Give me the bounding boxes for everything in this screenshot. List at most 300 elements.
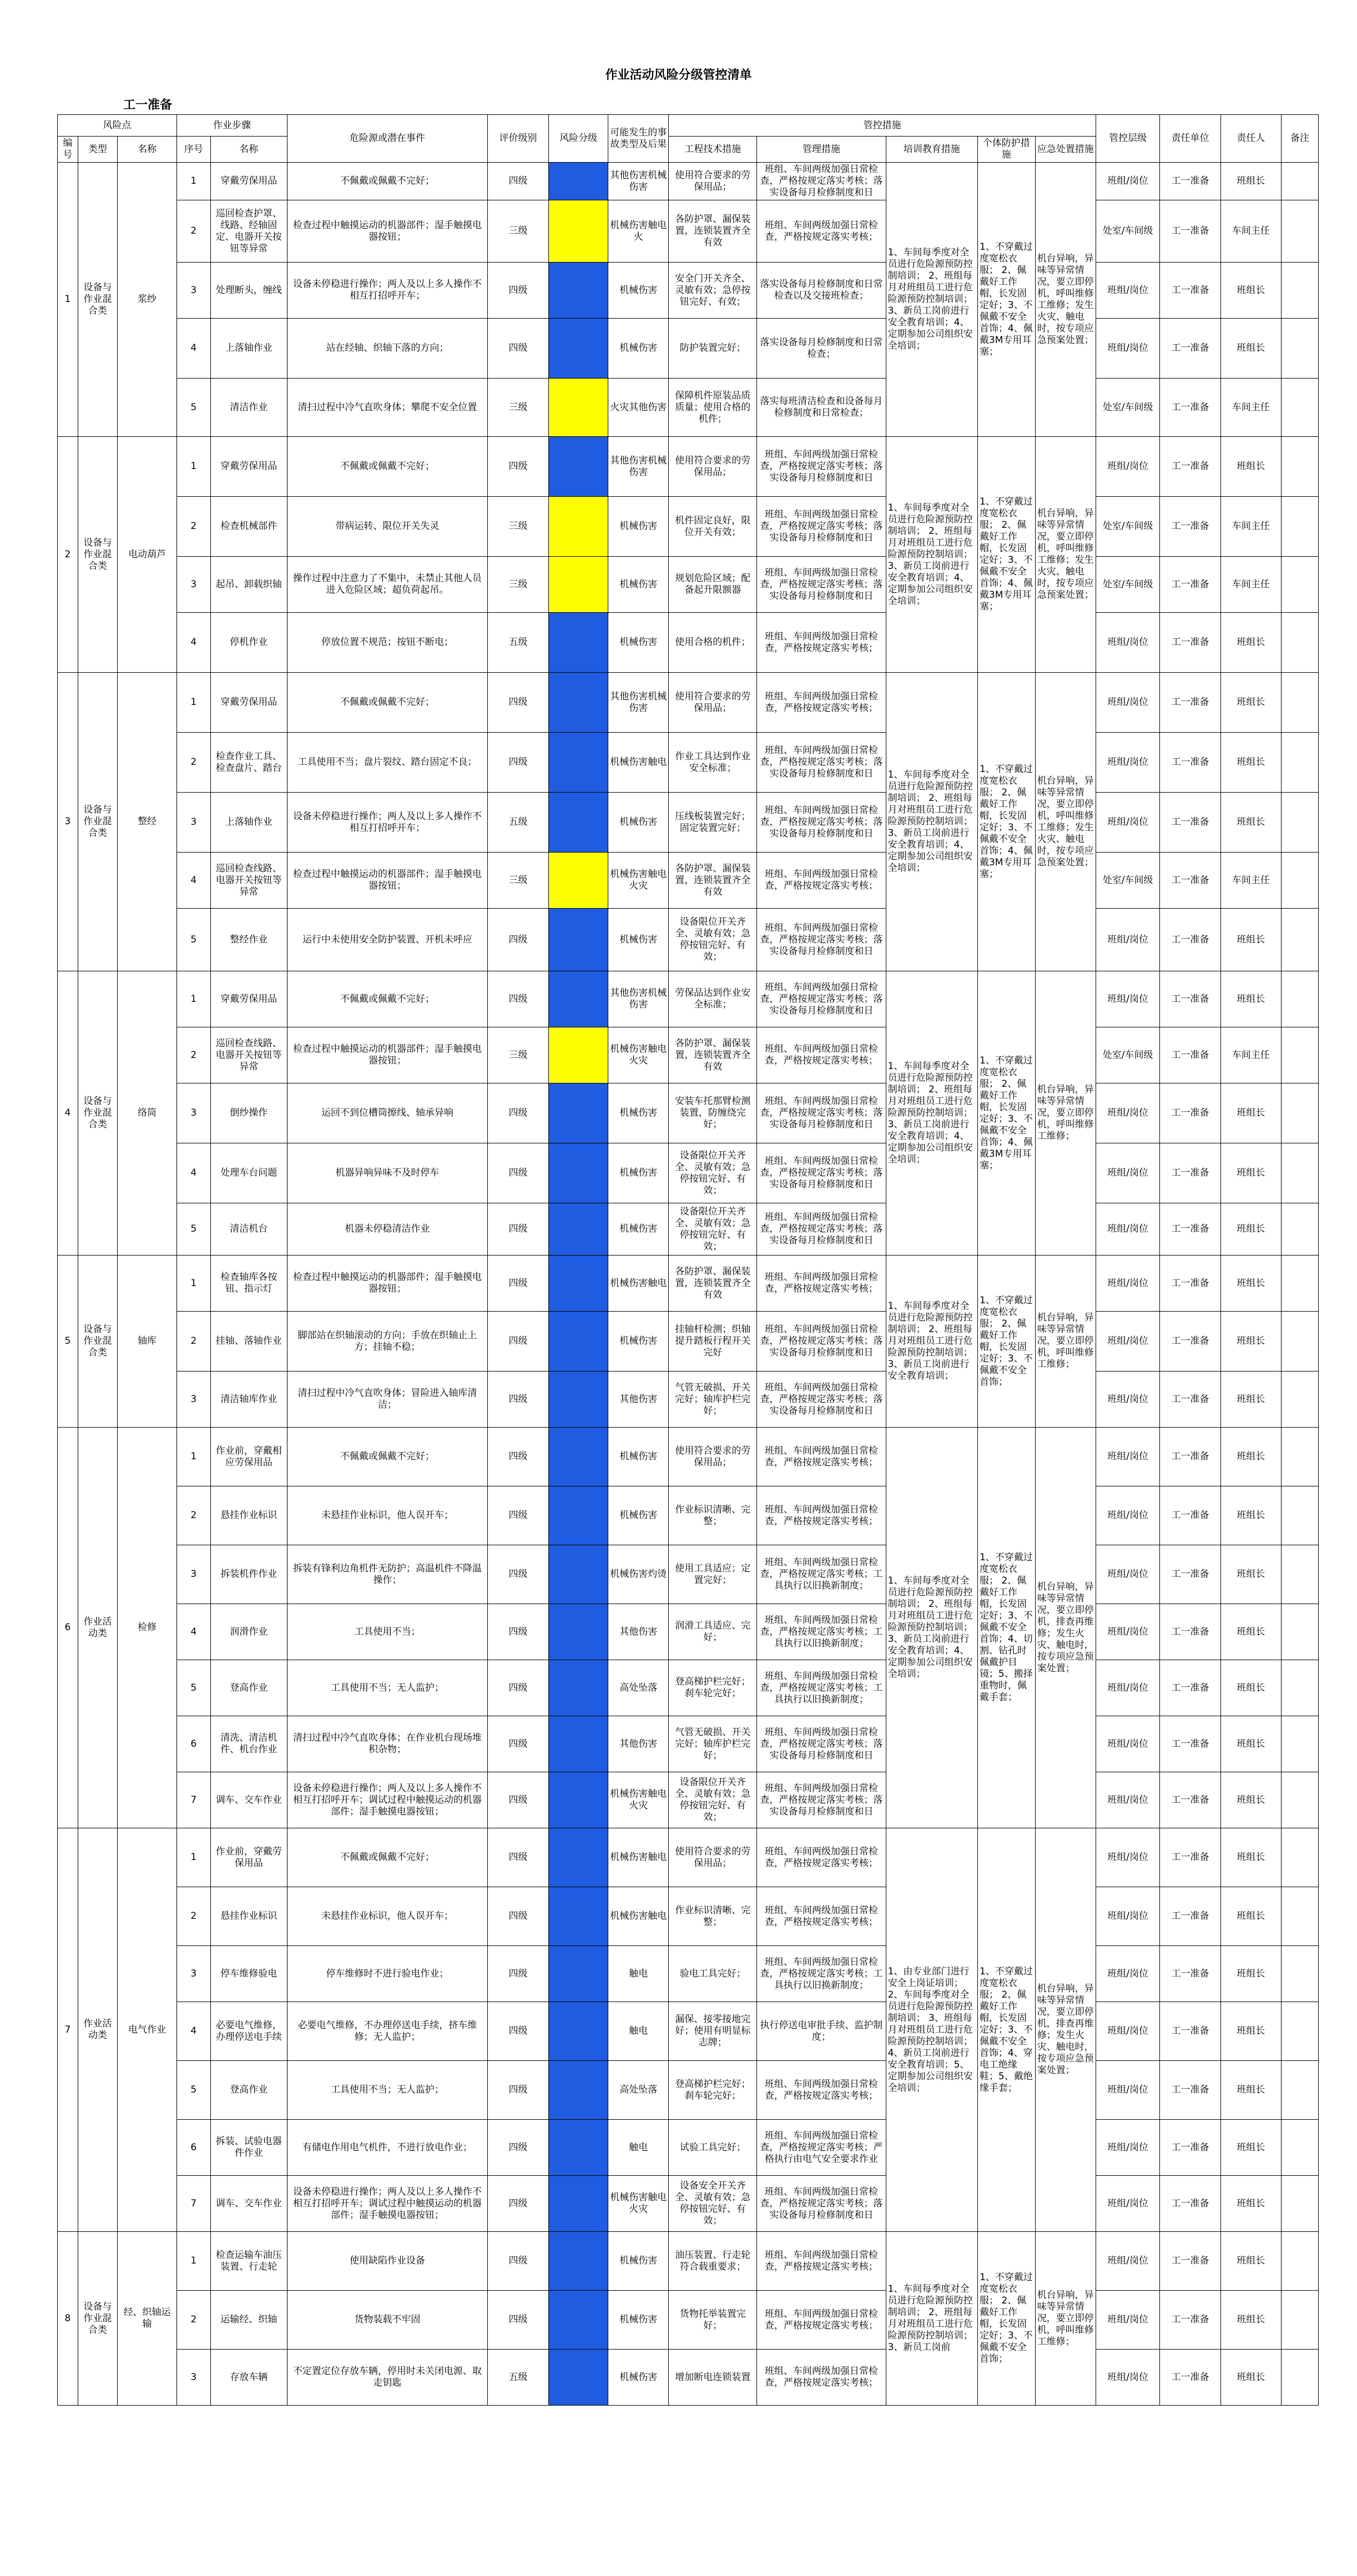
eng-measure: 试验工具完好； [669,2120,757,2176]
resp-person: 班组长 [1220,1312,1281,1372]
risk-level-swatch [549,2350,608,2406]
mgmt-measure: 班组、车间两级加强日常检查，严格按规定落实考核； [757,2061,886,2120]
group-type: 设备与作业混合类 [78,1256,117,1428]
risk-level-swatch [549,1716,608,1772]
risk-level-swatch [549,1604,608,1660]
accident-type: 机械伤害 [608,2350,669,2406]
risk-level-swatch [549,1312,608,1372]
eng-measure: 安装车托那臂检测装置，防缠绕完好； [669,1083,757,1143]
table-row [58,1312,1319,1372]
group-no: 5 [58,1256,78,1428]
resp-unit: 工一准备 [1160,497,1220,557]
risk-level-swatch [549,1256,608,1312]
accident-type: 机械伤害触电火灾 [608,1772,669,1828]
step-seq: 5 [177,909,211,971]
remark-cell [1281,1545,1318,1604]
mgmt-measure: 班组、车间两级加强日常检查，严格按规定落实考核；落实设备每月检修制度和日 [757,557,886,613]
accident-type: 机械伤害触电 [608,1887,669,1946]
ppe-measure: 1、不穿戴过度宽松衣服； 2、佩戴好工作帽，长发固定好；3、不佩戴不安全首饰；4、佩戴3M专用耳塞； [977,163,1035,437]
accident-type: 高处坠落 [608,2061,669,2120]
remark-cell [1281,200,1318,263]
resp-unit: 工一准备 [1160,1545,1220,1604]
step-name: 必要电气维修，办理停送电手续 [210,2002,287,2061]
control-layer: 班组/岗位 [1096,1828,1160,1887]
step-seq: 7 [177,1772,211,1828]
eng-measure: 油压装置、行走轮符合载重要求； [669,2232,757,2291]
remark-cell [1281,1716,1318,1772]
eval-level: 四级 [487,1946,548,2002]
table-row [58,1946,1319,2002]
step-name: 整经作业 [210,909,287,971]
table-row [58,673,1319,733]
accident-type: 其他伤害机械伤害 [608,163,669,200]
control-layer: 处室/车间级 [1096,497,1160,557]
train-measure: 1、由专业部门进行安全上岗证培训； 2、车间每季度对全员进行危险源预防控制培训； 3、班组每月对班组员工进行危险源预防控制培训； 4、新员工岗前进行安全教育培训；5、定期参加公司组织安全培训； [886,1828,977,2232]
control-layer: 班组/岗位 [1096,1716,1160,1772]
step-name: 拆装机件作业 [210,1545,287,1604]
remark-cell [1281,1203,1318,1256]
risk-level-swatch [549,1545,608,1604]
eng-measure: 作业标识清晰、完整； [669,1486,757,1545]
eval-level: 四级 [487,1828,548,1887]
resp-unit: 工一准备 [1160,437,1220,497]
resp-person: 车间主任 [1220,1027,1281,1083]
risk-level-swatch [549,200,608,263]
hazard-cell: 设备未停稳进行操作；两人及以上多人操作不相互打招呼开车；调试过程中触摸运动的机器部件；湿手触摸电器按钮； [287,1772,487,1828]
step-name: 穿戴劳保用品 [210,163,287,200]
remark-cell [1281,1660,1318,1716]
hazard-cell: 不佩戴或佩戴不完好； [287,971,487,1027]
step-seq: 3 [177,1372,211,1428]
eng-measure: 劳保品达到作业安全标准； [669,971,757,1027]
accident-type: 机械伤害触电 [608,1256,669,1312]
page-title: 作业活动风险分级管控清单 [605,68,752,82]
control-layer: 班组/岗位 [1096,437,1160,497]
hazard-cell: 未悬挂作业标识，他人误开车； [287,1887,487,1946]
hazard-cell: 拆装有锋利边角机件无防护；高温机件不降温操作； [287,1545,487,1604]
table-row [58,1027,1319,1083]
table-row [58,1143,1319,1203]
mgmt-measure: 班组、车间两级加强日常检查，严格按规定落实考核；落实设备每月检修制度和日 [757,1716,886,1772]
eval-level: 四级 [487,1887,548,1946]
emergency-measure: 机台异响，异味等异常情况，要立即停机，呼叫维修工维修；发生火灾、触电时，按专项应急预案处置； [1035,437,1096,673]
step-name: 处理断头，缠线 [210,263,287,319]
mgmt-measure: 班组、车间两级加强日常检查，严格按规定落实考核；工具执行以旧换新制度； [757,1660,886,1716]
eval-level: 四级 [487,2002,548,2061]
resp-unit: 工一准备 [1160,200,1220,263]
eval-level: 四级 [487,2120,548,2176]
table-row [58,1372,1319,1428]
group-type: 设备与作业混合类 [78,163,117,437]
accident-type: 机械伤害触电火灾 [608,1027,669,1083]
eng-measure: 安全门开关齐全、灵敏有效；急停按钮完好、有效； [669,263,757,319]
header-person: 责任人 [1220,115,1281,163]
eng-measure: 登高梯护栏完好；刹车轮完好； [669,2061,757,2120]
step-seq: 4 [177,613,211,673]
accident-type: 其他伤害 [608,1716,669,1772]
mgmt-measure: 班组、车间两级加强日常检查，严格按规定落实考核；落实设备每月检修制度和日 [757,733,886,793]
resp-unit: 工一准备 [1160,1486,1220,1545]
resp-person: 班组长 [1220,1828,1281,1887]
control-layer: 班组/岗位 [1096,319,1160,379]
resp-person: 班组长 [1220,263,1281,319]
accident-type: 机械伤害 [608,1486,669,1545]
eng-measure: 挂轴杆检测；织轴提升踏板行程开关完好 [669,1312,757,1372]
remark-cell [1281,793,1318,853]
step-seq: 5 [177,379,211,437]
control-layer: 班组/岗位 [1096,1143,1160,1203]
group-name: 检修 [118,1428,177,1828]
risk-level-swatch [549,1946,608,2002]
table-body [58,163,1319,2406]
risk-level-swatch [549,263,608,319]
step-seq: 3 [177,263,211,319]
header-type: 类型 [78,137,117,163]
step-seq: 4 [177,853,211,909]
eng-measure: 设备限位开关齐全、灵敏有效；急停按钮完好、有效； [669,1203,757,1256]
resp-person: 班组长 [1220,733,1281,793]
risk-level-swatch [549,2291,608,2350]
eval-level: 四级 [487,2291,548,2350]
hazard-cell: 检查过程中触摸运动的机器部件；湿手触摸电器按钮； [287,853,487,909]
mgmt-measure: 班组、车间两级加强日常检查，严格按规定落实考核；落实设备每月检修制度和日 [757,909,886,971]
emergency-measure: 机台异响，异味等异常情况，要立即停机，排查再维修；发生火灾、触电时，按专项应急预案处置； [1035,1428,1096,1828]
header-step-name: 名称 [210,137,287,163]
resp-unit: 工一准备 [1160,163,1220,200]
remark-cell [1281,1027,1318,1083]
header-layer: 管控层级 [1096,115,1160,163]
eng-measure: 验电工具完好； [669,1946,757,2002]
accident-type: 机械伤害 [608,613,669,673]
hazard-cell: 工具使用不当； [287,1604,487,1660]
table-row [58,1716,1319,1772]
remark-cell [1281,971,1318,1027]
eval-level: 四级 [487,909,548,971]
remark-cell [1281,497,1318,557]
risk-level-swatch [549,557,608,613]
control-layer: 班组/岗位 [1096,2176,1160,2232]
control-layer: 班组/岗位 [1096,263,1160,319]
mgmt-measure: 班组、车间两级加强日常检查，严格按规定落实考核； [757,2291,886,2350]
step-name: 巡回检查线路、电器开关按钮等异常 [210,1027,287,1083]
remark-cell [1281,733,1318,793]
accident-type: 其他伤害 [608,1604,669,1660]
header-seq: 序号 [177,137,211,163]
accident-type: 触电 [608,1946,669,2002]
resp-unit: 工一准备 [1160,2061,1220,2120]
step-name: 调车、交车作业 [210,1772,287,1828]
eval-level: 四级 [487,673,548,733]
control-layer: 班组/岗位 [1096,1660,1160,1716]
resp-unit: 工一准备 [1160,1203,1220,1256]
control-layer: 班组/岗位 [1096,1946,1160,2002]
step-name: 穿戴劳保用品 [210,437,287,497]
control-layer: 处室/车间级 [1096,557,1160,613]
table-row [58,2120,1319,2176]
risk-level-swatch [549,319,608,379]
eval-level: 三级 [487,200,548,263]
eng-measure: 各防护罩、漏保装置，连锁装置齐全有效 [669,200,757,263]
group-no: 4 [58,971,78,1256]
risk-level-swatch [549,613,608,673]
hazard-cell: 检查过程中触摸运动的机器部件；湿手触摸电器按钮； [287,1027,487,1083]
header-eng: 工程技术措施 [669,137,757,163]
resp-unit: 工一准备 [1160,1772,1220,1828]
resp-person: 车间主任 [1220,557,1281,613]
accident-type: 机械伤害 [608,793,669,853]
eng-measure: 防护装置完好； [669,319,757,379]
step-name: 上落轴作业 [210,793,287,853]
resp-unit: 工一准备 [1160,673,1220,733]
ppe-measure: 1、不穿戴过度宽松衣服； 2、佩戴好工作帽，长发固定好；3、不佩戴不安全首饰；4、佩戴3M专用耳塞； [977,437,1035,673]
step-name: 运输经、织轴 [210,2291,287,2350]
table-row [58,2350,1319,2406]
eng-measure: 各防护罩、漏保装置，连锁装置齐全有效 [669,1027,757,1083]
remark-cell [1281,1428,1318,1486]
eng-measure: 使用符合要求的劳保用品； [669,1828,757,1887]
resp-unit: 工一准备 [1160,2176,1220,2232]
resp-person: 班组长 [1220,2002,1281,2061]
resp-person: 班组长 [1220,1946,1281,2002]
control-layer: 处室/车间级 [1096,200,1160,263]
risk-level-swatch [549,853,608,909]
hazard-cell: 检查过程中触摸运动的机器部件；湿手触摸电器按钮； [287,200,487,263]
risk-level-swatch [549,1486,608,1545]
hazard-cell: 停放位置不规范；按钮不断电； [287,613,487,673]
header-ppe: 个体防护措施 [977,137,1035,163]
mgmt-measure: 班组、车间两级加强日常检查，严格按规定落实考核；工具执行以旧换新制度； [757,1946,886,2002]
mgmt-measure: 班组、车间两级加强日常检查，严格按规定落实考核； [757,2232,886,2291]
mgmt-measure: 班组、车间两级加强日常检查，严格按规定落实考核；工具执行以旧换新制度； [757,1545,886,1604]
group-name: 轴库 [118,1256,177,1428]
resp-unit: 工一准备 [1160,557,1220,613]
remark-cell [1281,1887,1318,1946]
hazard-cell: 站在经轴、织轴下落的方向； [287,319,487,379]
step-name: 检查轴库各按钮、指示灯 [210,1256,287,1312]
ppe-measure: 1、不穿戴过度宽松衣服； 2、佩戴好工作帽，长发固定好；3、不佩戴不安全首饰；4、穿电工绝缘鞋；5、戴绝缘手套； [977,1828,1035,2232]
resp-unit: 工一准备 [1160,793,1220,853]
mgmt-measure: 班组、车间两级加强日常检查，严格按规定落实考核； [757,613,886,673]
ppe-measure: 1、不穿戴过度宽松衣服； 2、佩戴好工作帽，长发固定好；3、不佩戴不安全首饰；4、佩戴3M专用耳塞； [977,971,1035,1256]
step-name: 登高作业 [210,1660,287,1716]
eng-measure: 使用合格的机件； [669,613,757,673]
eval-level: 四级 [487,1772,548,1828]
resp-unit: 工一准备 [1160,2350,1220,2406]
emergency-measure: 机台异响，异味等异常情况，要立即停机，呼叫维修工维修； [1035,2232,1096,2406]
eval-level: 四级 [487,1604,548,1660]
resp-unit: 工一准备 [1160,263,1220,319]
remark-cell [1281,1946,1318,2002]
header-remark: 备注 [1281,115,1318,163]
mgmt-measure: 班组、车间两级加强日常检查，严格按规定落实考核；落实设备每月检修制度和日 [757,1143,886,1203]
resp-unit: 工一准备 [1160,2232,1220,2291]
resp-person: 班组长 [1220,1143,1281,1203]
risk-level-swatch [549,971,608,1027]
accident-type: 高处坠落 [608,1660,669,1716]
risk-level-swatch [549,2061,608,2120]
ppe-measure: 1、不穿戴过度宽松衣服； 2、佩戴好工作帽，长发固定好；3、不佩戴不安全首饰； [977,2232,1035,2406]
control-layer: 班组/岗位 [1096,1372,1160,1428]
step-name: 存放车辆 [210,2350,287,2406]
control-layer: 班组/岗位 [1096,2232,1160,2291]
mgmt-measure: 班组、车间两级加强日常检查，严格按规定落实考核； [757,1256,886,1312]
resp-person: 班组长 [1220,1604,1281,1660]
resp-unit: 工一准备 [1160,853,1220,909]
resp-person: 班组长 [1220,1372,1281,1428]
accident-type: 机械伤害 [608,557,669,613]
remark-cell [1281,319,1318,379]
mgmt-measure: 班组、车间两级加强日常检查，严格按规定落实考核；落实设备每月检修制度和日 [757,1083,886,1143]
control-layer: 班组/岗位 [1096,971,1160,1027]
eval-level: 四级 [487,2176,548,2232]
control-layer: 班组/岗位 [1096,1486,1160,1545]
table-row [58,2002,1319,2061]
resp-person: 车间主任 [1220,379,1281,437]
step-name: 穿戴劳保用品 [210,971,287,1027]
table-row [58,1256,1319,1312]
header-train: 培训教育措施 [886,137,977,163]
group-name: 浆纱 [118,163,177,437]
header-level: 风险分级 [549,115,608,163]
accident-type: 机械伤害 [608,1083,669,1143]
risk-table [57,114,1319,2406]
step-name: 巡回检查护罩、线路、经轴固定、电器开关按钮等异常 [210,200,287,263]
step-name: 清洁作业 [210,379,287,437]
control-layer: 班组/岗位 [1096,673,1160,733]
step-name: 清洁机台 [210,1203,287,1256]
resp-unit: 工一准备 [1160,1027,1220,1083]
eval-level: 三级 [487,497,548,557]
eval-level: 四级 [487,1256,548,1312]
control-layer: 班组/岗位 [1096,163,1160,200]
resp-unit: 工一准备 [1160,2120,1220,2176]
step-seq: 2 [177,497,211,557]
eval-level: 四级 [487,1716,548,1772]
table-row [58,200,1319,263]
table-row [58,1486,1319,1545]
ppe-measure: 1、不穿戴过度宽松衣服； 2、佩戴好工作帽，长发固定好；3、不佩戴不安全首饰；4、佩戴3M专用耳塞； [977,673,1035,971]
step-seq: 1 [177,437,211,497]
remark-cell [1281,1828,1318,1887]
step-name: 起吊、卸载织轴 [210,557,287,613]
mgmt-measure: 班组、车间两级加强日常检查，严格按规定落实考核；落实设备每月检修制度和日 [757,793,886,853]
step-name: 检查作业工具、检查盘片、踏台 [210,733,287,793]
hazard-cell: 必要电气维修，不办理停送电手续，挤车维修；无人监护； [287,2002,487,2061]
mgmt-measure: 执行停送电审批手续、监护制度； [757,2002,886,2061]
group-no: 1 [58,163,78,437]
eng-measure: 使用符合要求的劳保用品； [669,163,757,200]
control-layer: 处室/车间级 [1096,379,1160,437]
risk-level-swatch [549,1772,608,1828]
step-seq: 4 [177,319,211,379]
eval-level: 三级 [487,379,548,437]
resp-unit: 工一准备 [1160,1828,1220,1887]
step-seq: 6 [177,2120,211,2176]
eng-measure: 保障机件原装品质质量；使用合格的机件； [669,379,757,437]
hazard-cell: 脚部站在织轴滚动的方向；手放在织轴止上方；挂轴不稳； [287,1312,487,1372]
step-name: 上落轴作业 [210,319,287,379]
eng-measure: 气管无破损、开关完好；轴库护栏完好； [669,1716,757,1772]
accident-type: 机械伤害灼烫 [608,1545,669,1604]
control-layer: 班组/岗位 [1096,1604,1160,1660]
group-name: 电气作业 [118,1828,177,2232]
control-layer: 班组/岗位 [1096,909,1160,971]
step-name: 处理车台问题 [210,1143,287,1203]
resp-person: 班组长 [1220,1256,1281,1312]
emergency-measure: 机台异响，异味等异常情况，要立即停机，呼叫维修工维修；发生火灾、触电时，按专项应急预案处置； [1035,163,1096,437]
eval-level: 四级 [487,1428,548,1486]
step-seq: 2 [177,1486,211,1545]
table-row [58,2061,1319,2120]
mgmt-measure: 班组、车间两级加强日常检查，严格按规定落实考核；落实设备每月检修制度和日 [757,1372,886,1428]
control-layer: 处室/车间级 [1096,853,1160,909]
eval-level: 四级 [487,1312,548,1372]
control-layer: 班组/岗位 [1096,2350,1160,2406]
risk-level-swatch [549,673,608,733]
step-seq: 1 [177,1256,211,1312]
accident-type: 机械伤害触电 [608,1828,669,1887]
header-emer: 应急处置措施 [1035,137,1096,163]
hazard-cell: 操作过程中注意力了不集中，未禁止其他人员进入危险区域；超负荷起吊。 [287,557,487,613]
eval-level: 四级 [487,733,548,793]
step-name: 拆装、试验电器件作业 [210,2120,287,2176]
resp-unit: 工一准备 [1160,1312,1220,1372]
table-row [58,319,1319,379]
eval-level: 三级 [487,1027,548,1083]
resp-unit: 工一准备 [1160,909,1220,971]
remark-cell [1281,613,1318,673]
resp-person: 班组长 [1220,1545,1281,1604]
accident-type: 机械伤害 [608,1143,669,1203]
eng-measure: 货物托举装置完好； [669,2291,757,2350]
resp-person: 车间主任 [1220,853,1281,909]
mgmt-measure: 班组、车间两级加强日常检查，严格按规定落实考核；落实设备每月检修制度和日 [757,1772,886,1828]
step-name: 检查运输车油压装置、行走轮 [210,2232,287,2291]
page-subtitle: 工一准备 [123,98,173,112]
eng-measure: 使用符合要求的劳保用品； [669,437,757,497]
hazard-cell: 机器未停稳清洁作业 [287,1203,487,1256]
group-no: 3 [58,673,78,971]
control-layer: 班组/岗位 [1096,1428,1160,1486]
step-seq: 4 [177,1143,211,1203]
step-name: 停车维修验电 [210,1946,287,2002]
header-eval: 评价级别 [487,115,548,163]
step-seq: 6 [177,1716,211,1772]
hazard-cell: 不佩戴或佩戴不完好； [287,1828,487,1887]
risk-level-swatch [549,1828,608,1887]
hazard-cell: 使用缺陷作业设备 [287,2232,487,2291]
eng-measure: 设备限位开关齐全、灵敏有效；急停按钮完好、有效； [669,909,757,971]
table-row [58,557,1319,613]
remark-cell [1281,557,1318,613]
resp-person: 班组长 [1220,1428,1281,1486]
accident-type: 机械伤害触电火灾 [608,2176,669,2232]
control-layer: 班组/岗位 [1096,1545,1160,1604]
eval-level: 四级 [487,2061,548,2120]
resp-unit: 工一准备 [1160,1372,1220,1428]
mgmt-measure: 班组、车间两级加强日常检查，严格按规定落实考核； [757,673,886,733]
accident-type: 机械伤害 [608,2232,669,2291]
group-no: 6 [58,1428,78,1828]
emergency-measure: 机台异响，异味等异常情况，要立即停机，呼叫维修工维修； [1035,1256,1096,1428]
eng-measure: 规划危险区域；配备起升限额器 [669,557,757,613]
group-name: 电动葫芦 [118,437,177,673]
train-measure: 1、车间每季度对全员进行危险源预防控制培训； 2、班组每月对班组员工进行危险源预防控制培训； 3、新员工岗前进行安全教育培训； [886,1256,977,1428]
hazard-cell: 工具使用不当；无人监护； [287,1660,487,1716]
table-row [58,497,1319,557]
train-measure: 1、车间每季度对全员进行危险源预防控制培训； 2、班组每月对班组员工进行危险源预防控制培训； 3、新员工岗前进行安全教育培训；4、定期参加公司组织安全培训； [886,673,977,971]
risk-level-swatch [549,163,608,200]
